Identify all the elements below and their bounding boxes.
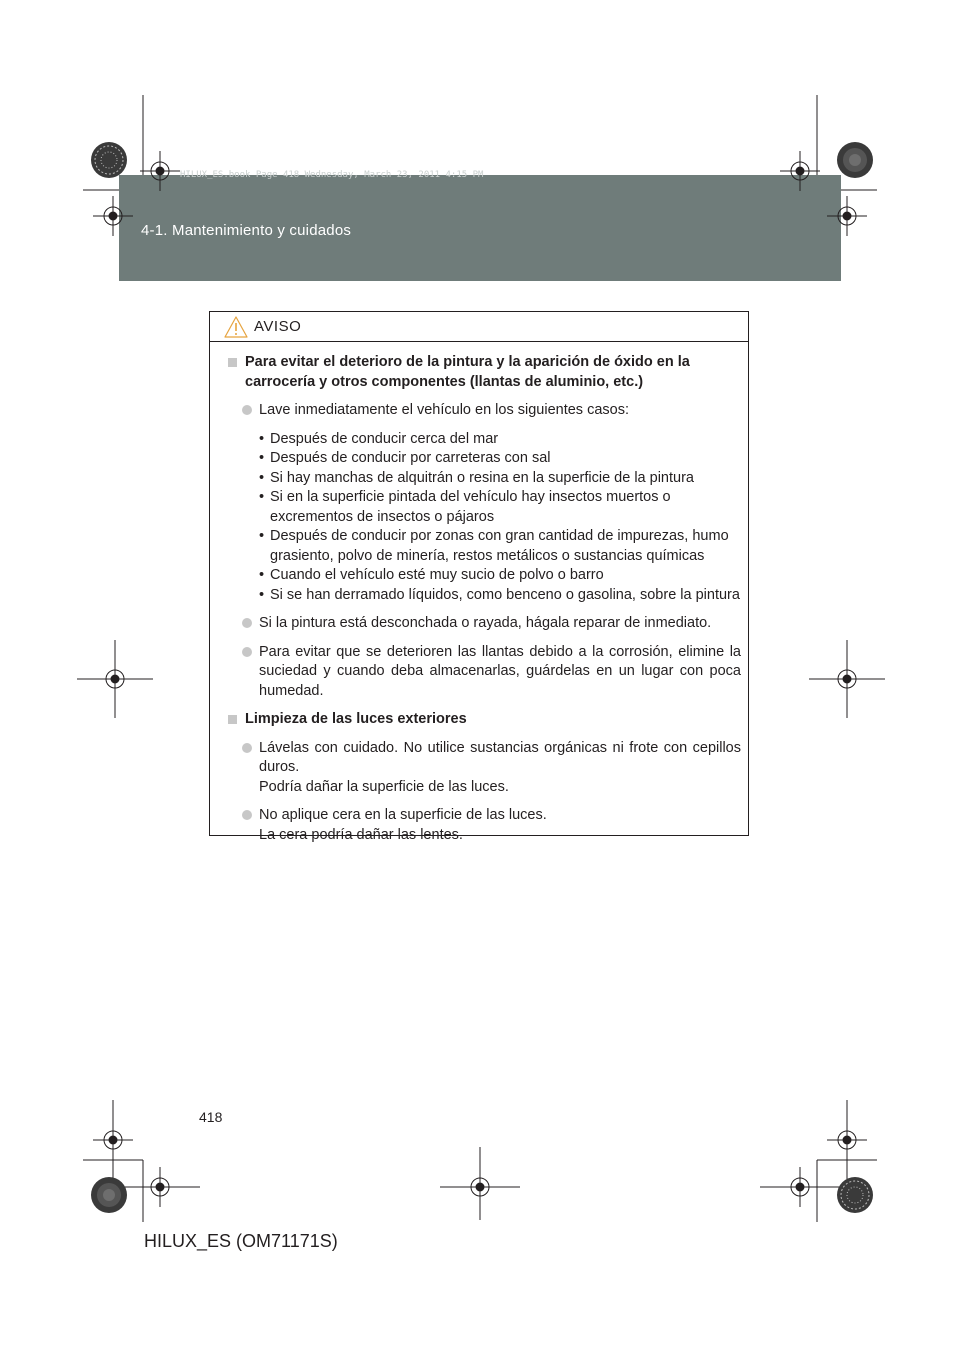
warning-header [210, 312, 748, 342]
sub-list-item-text: Después de conducir por carreteras con sal [270, 450, 551, 466]
sub-list-item: • Si se han derramado líquidos, como benceno o gasolina, sobre la pintura [259, 586, 740, 603]
section-heading [227, 710, 741, 730]
list-item [227, 739, 741, 798]
sub-list-item: • Cuando el vehículo esté muy sucio de polvo o barro [259, 567, 604, 583]
sub-list-item: • Si en la superficie pintada del vehículo hay insectos muertos o excrementos de insectos o pájaros [259, 489, 671, 525]
sub-list-item: • Después de conducir por zonas con gran cantidad de impurezas, humo grasiento, polvo de minería, restos metálicos o sustancias químicas [259, 528, 729, 564]
document-id: HILUX_ES (OM71171S) [144, 1231, 338, 1251]
warning-title: AVISO [254, 318, 302, 335]
sub-list-item-text: Cuando el vehículo esté muy sucio de polvo o barro [270, 567, 604, 583]
circle-bullet-icon [242, 405, 252, 415]
circle-bullet-icon [242, 743, 252, 753]
warning-box [209, 311, 749, 843]
square-bullet-icon [228, 715, 237, 724]
list-item-text: Lave inmediatamente el vehículo en los siguientes casos: [259, 402, 629, 418]
section-heading-text: Para evitar el deterioro de la pintura y la aparición de óxido en la carrocería y otros componentes (llantas de aluminio, etc.) [245, 354, 690, 390]
list-item-text: Para evitar que se deterioren las llantas debido a la corrosión, elimine la suciedad y cuando deba almacenarlas, guárdelas en un lugar con poca humedad. [259, 643, 741, 699]
square-bullet-icon [228, 358, 237, 367]
sub-list-item-text: Después de conducir cerca del mar [270, 430, 499, 447]
section-heading-text: Limpieza de las luces exteriores [245, 711, 467, 727]
list-item [227, 806, 741, 845]
list-item-text: No aplique cera en la superficie de las luces. [259, 807, 547, 823]
circle-bullet-icon [242, 647, 252, 657]
list-item-text: Si la pintura está desconchada o rayada, hágala reparar de inmediato. [259, 615, 712, 631]
sub-list-item-text: Después de conducir por zonas con gran cantidad de impurezas, humo grasiento, polvo de minería, restos metálicos o sustancias químicas [270, 528, 729, 564]
list-item [227, 643, 741, 702]
sub-list-item-text: Si hay manchas de alquitrán o resina en la superficie de la pintura [270, 469, 694, 486]
circle-bullet-icon [242, 618, 252, 628]
list-item-text: Lávelas con cuidado. No utilice sustancias orgánicas ni frote con cepillos duros. [259, 739, 741, 775]
circle-bullet-icon [242, 810, 252, 820]
sub-list [227, 430, 741, 606]
list-item-note: La cera podría dañar las lentes. [259, 826, 463, 843]
sub-list-item: • Si hay manchas de alquitrán o resina en la superficie de la pintura [259, 469, 694, 486]
list-item [227, 401, 741, 421]
page-number: 418 [199, 1109, 223, 1125]
sub-list-item-text: Si en la superficie pintada del vehículo hay insectos muertos o excrementos de insectos o pájaros [270, 489, 671, 525]
warning-triangle-icon [224, 316, 248, 338]
section-title: 4-1. Mantenimiento y cuidados [141, 222, 352, 239]
section-heading [227, 353, 741, 392]
sub-list-item-text: Si se han derramado líquidos, como benceno o gasolina, sobre la pintura [270, 586, 740, 603]
warning-body [210, 342, 748, 854]
list-item-note: Podría dañar la superficie de las luces. [259, 778, 509, 795]
sub-list-item: • Después de conducir por carreteras con sal [259, 450, 551, 466]
sub-list-item: • Después de conducir cerca del mar [259, 430, 499, 447]
book-stamp: HILUX_ES.book Page 418 Wednesday, March 23, 2011 4:15 PM [180, 170, 484, 180]
list-item [227, 614, 741, 634]
